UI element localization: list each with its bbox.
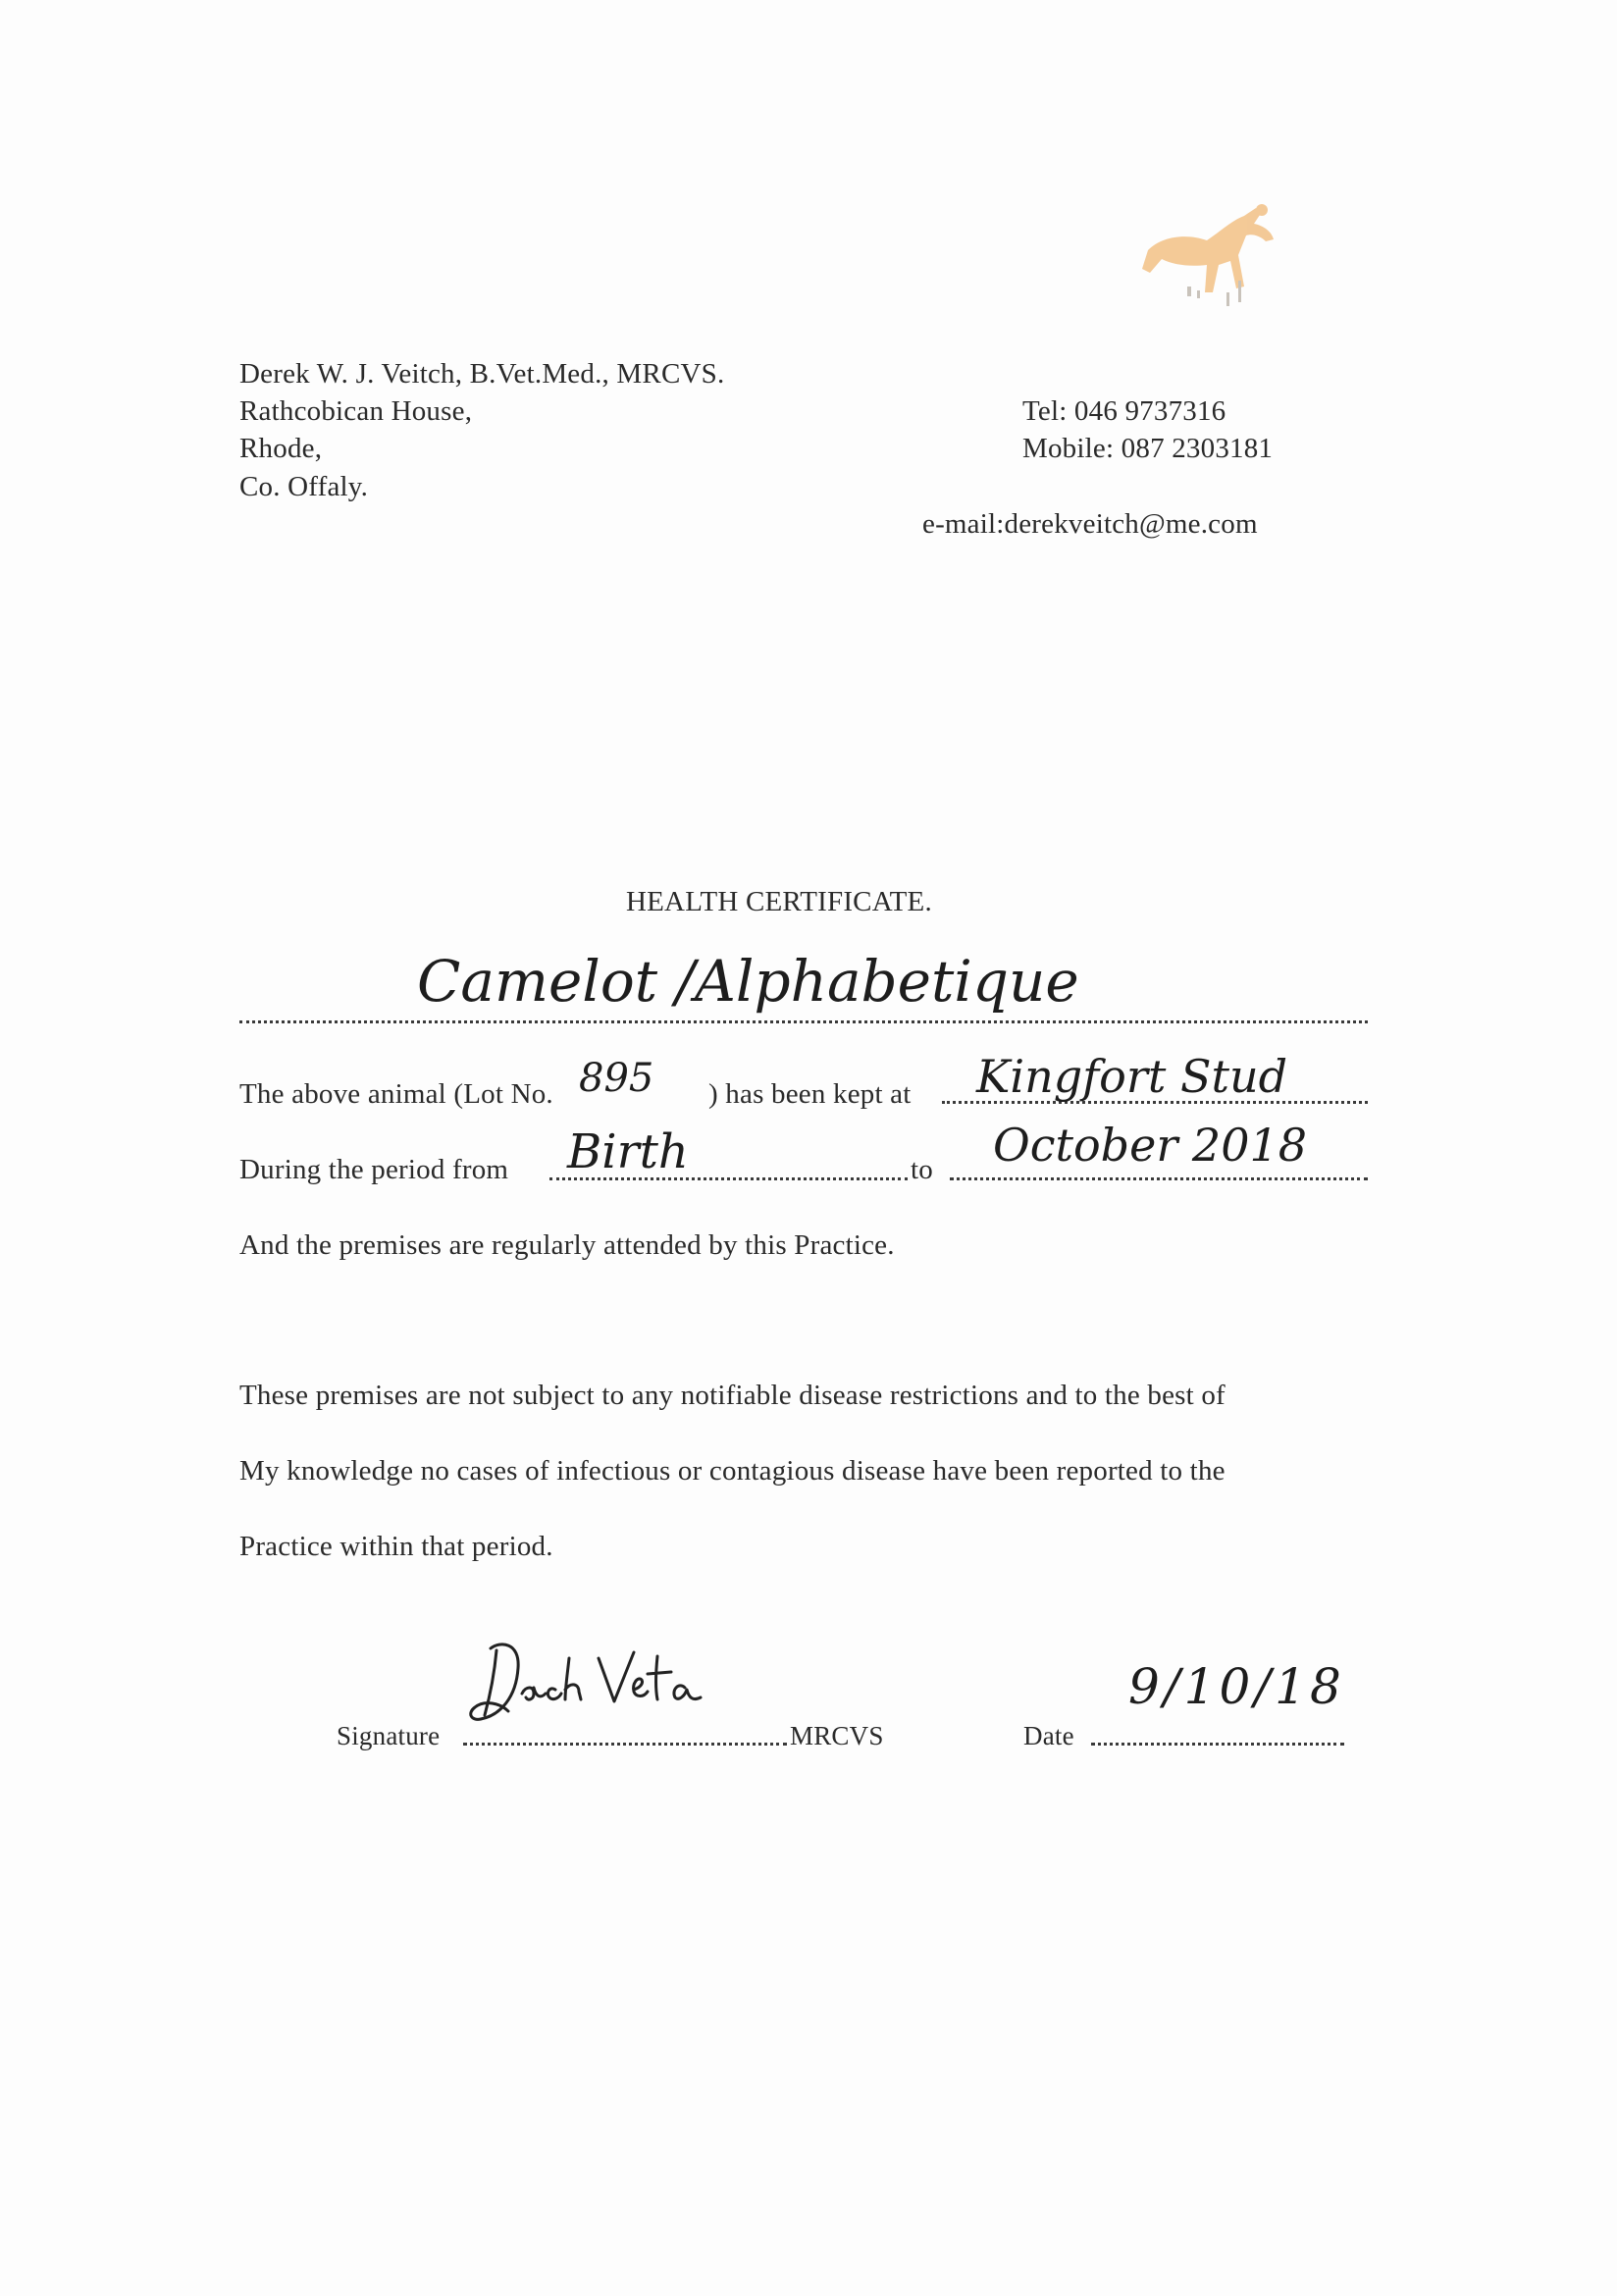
declaration-line-2: My knowledge no cases of infectious or contagious disease have been reported to the	[239, 1455, 1226, 1487]
attended-statement: And the premises are regularly attended by this Practice.	[239, 1229, 895, 1261]
period-to-dotted-line	[950, 1177, 1368, 1180]
period-from: Birth	[567, 1124, 689, 1179]
vet-name: Derek W. J. Veitch, B.Vet.Med., MRCVS.	[239, 358, 725, 390]
email: e-mail:derekveitch@me.com	[922, 508, 1258, 540]
mobile: Mobile: 087 2303181	[1022, 433, 1274, 464]
date-label: Date	[1023, 1721, 1074, 1750]
period-prefix-text: During the period from	[239, 1154, 509, 1185]
telephone: Tel: 046 9737316	[1022, 395, 1226, 427]
certificate-title: HEALTH CERTIFICATE.	[626, 886, 932, 917]
date-value: 9/10/18	[1128, 1658, 1345, 1715]
address-line-1: Rathcobican House,	[239, 395, 473, 427]
animal-name: Camelot /Alphabetique	[417, 948, 1079, 1015]
date-dotted-line	[1091, 1743, 1344, 1746]
signature-dotted-line	[463, 1743, 787, 1746]
signature-suffix: MRCVS	[790, 1721, 884, 1750]
signature-label: Signature	[337, 1721, 441, 1750]
period-to: October 2018	[993, 1119, 1308, 1172]
handwritten-signature-icon	[461, 1629, 756, 1737]
horse-logo-icon	[1128, 196, 1295, 314]
kept-middle-text: ) has been kept at	[708, 1078, 912, 1110]
premises-name: Kingfort Stud	[976, 1050, 1288, 1103]
declaration-line-1: These premises are not subject to any notifiable disease restrictions and to the best of	[239, 1380, 1226, 1411]
address-line-3: Co. Offaly.	[239, 471, 369, 502]
animal-name-dotted-line	[239, 1020, 1368, 1023]
period-to-label: to	[911, 1154, 933, 1185]
address-line-2: Rhode,	[239, 433, 323, 464]
lot-number: 895	[579, 1056, 654, 1101]
kept-prefix-text: The above animal (Lot No.	[239, 1078, 553, 1110]
declaration-line-3: Practice within that period.	[239, 1531, 553, 1562]
